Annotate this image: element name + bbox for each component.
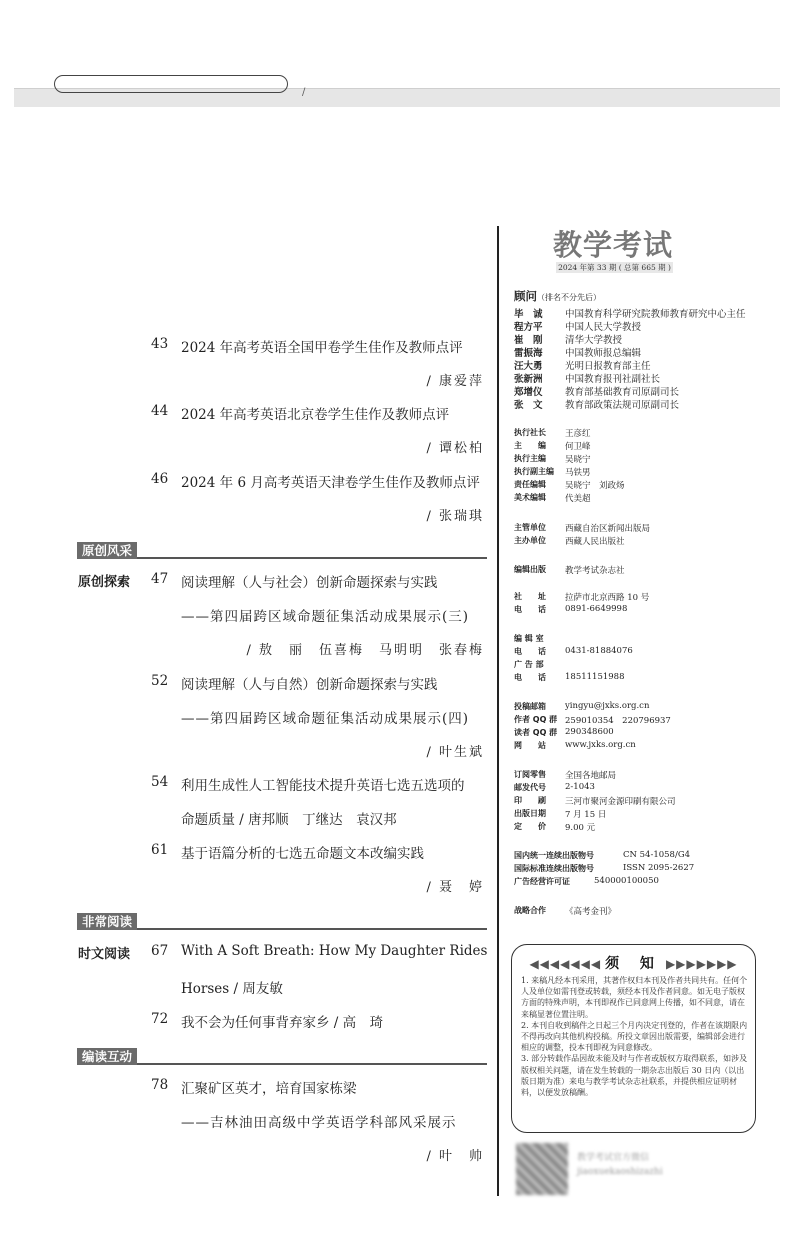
entry-number: 44 [151, 403, 169, 419]
entry-author: / 张瑞琪 [426, 509, 484, 524]
entry-title[interactable]: 汇聚矿区英才，培育国家栋梁 [181, 1081, 357, 1097]
qr-caption [577, 1151, 663, 1179]
entry-number: 67 [151, 943, 169, 959]
entry-number: 54 [151, 774, 169, 790]
entry-title[interactable]: 2024 年 6 月高考英语天津卷学生佳作及教师点评 [181, 475, 480, 491]
entry-title[interactable]: 基于语篇分析的七选五命题文本改编实践 [181, 846, 424, 862]
section-label: 非常阅读 [77, 913, 137, 930]
column-divider [497, 226, 499, 1196]
notice-heading [512, 953, 755, 973]
entry-number: 52 [151, 673, 169, 689]
browser-top-bar [14, 88, 780, 107]
notice-box [511, 944, 756, 1133]
qr-caption-sub: jiaoxuekaoshizazhi [577, 1167, 663, 1177]
top-tick-mark: / [302, 87, 306, 98]
entry-subtitle: ——第四届跨区域命题征集活动成果展示(四) [181, 711, 470, 727]
section-header [77, 540, 487, 559]
notice-item: 2. 本刊自收到稿件之日起三个月内决定刊登的，作者在该期限内不得再改向其他机构投稿。所投文章因出版需要，编辑部会进行相应的调整，投本刊即视为同意修改。 [521, 1020, 748, 1053]
notice-item: 3. 部分转载作品因故未能及时与作者或版权方取得联系，如涉及版权相关问题，请在发生转载的一期杂志出版后 30 日内（以出版日期为准）来电与教学考试杂志社联系，并提供相应证明材料，以便发放稿酬。 [521, 1054, 748, 1098]
magazine-logo: 教学考试 [553, 228, 674, 262]
entry-author: / 叶 帅 [426, 1149, 484, 1164]
entry-title-continued: 命题质量 / 唐邦顺 丁继达 袁汉邦 [181, 812, 397, 828]
top-pill-outline [54, 75, 288, 93]
entry-title[interactable]: 我不会为任何事背弃家乡 / 高 琦 [181, 1015, 384, 1031]
right-arrows-icon: ▶▶▶▶▶▶▶ [665, 957, 738, 971]
entry-number: 46 [151, 471, 169, 487]
section-label: 原创风采 [77, 542, 137, 559]
entry-title[interactable]: With A Soft Breath: How My Daughter Rides [181, 943, 488, 959]
entry-author: / 谭松柏 [426, 441, 484, 456]
advisors-note: （排名不分先后） [537, 293, 601, 302]
entry-number: 43 [151, 336, 169, 352]
entry-author: / 敖 丽 伍喜梅 马明明 张春梅 [246, 643, 484, 658]
advisors-label: 顾问 [514, 289, 537, 303]
entry-subtitle: ——第四届跨区域命题征集活动成果展示(三) [181, 609, 470, 625]
entry-title[interactable]: 2024 年高考英语北京卷学生佳作及教师点评 [181, 407, 450, 423]
entry-number: 72 [151, 1011, 169, 1027]
entry-title-continued: Horses / 周友敏 [181, 981, 283, 997]
entry-number: 47 [151, 571, 169, 587]
entry-author: / 聂 婷 [426, 880, 484, 895]
left-arrows-icon: ◀◀◀◀◀◀◀ [529, 957, 602, 971]
entry-title[interactable]: 2024 年高考英语全国甲卷学生佳作及教师点评 [181, 340, 463, 356]
entry-subtitle: ——吉林油田高级中学英语学科部风采展示 [181, 1115, 457, 1131]
entry-number: 61 [151, 842, 169, 858]
entry-title[interactable]: 阅读理解（人与自然）创新命题探索与实践 [181, 677, 438, 693]
advisors-heading [514, 288, 601, 304]
entry-title[interactable]: 阅读理解（人与社会）创新命题探索与实践 [181, 575, 438, 591]
entry-author: / 康爱萍 [426, 374, 484, 389]
notice-body [521, 975, 749, 1098]
notice-title: 须 知 [605, 956, 662, 972]
section-label: 编读互动 [77, 1048, 137, 1065]
entry-title[interactable]: 利用生成性人工智能技术提升英语七选五选项的 [181, 778, 465, 794]
subsection-label: 时文阅读 [78, 947, 131, 962]
qr-caption-title: 教学考试官方微信 [577, 1153, 650, 1163]
entry-author: / 叶生斌 [426, 745, 484, 760]
notice-item: 1. 来稿凡经本刊采用，其著作权归本刊及作者共同共有。任何个人及单位如需刊登或转载，须经本刊及作者同意。如无电子版权方面的特殊声明，本刊即视作已同意网上传播，如不同意，请在来稿显著位置注明。 [521, 976, 748, 1019]
subsection-label: 原创探索 [78, 575, 131, 590]
section-header [77, 1046, 487, 1065]
qr-code [516, 1143, 568, 1195]
section-header [77, 911, 487, 930]
issue-number: 2024 年第 33 期 ( 总第 665 期 ) [556, 262, 673, 273]
entry-number: 78 [151, 1077, 169, 1093]
